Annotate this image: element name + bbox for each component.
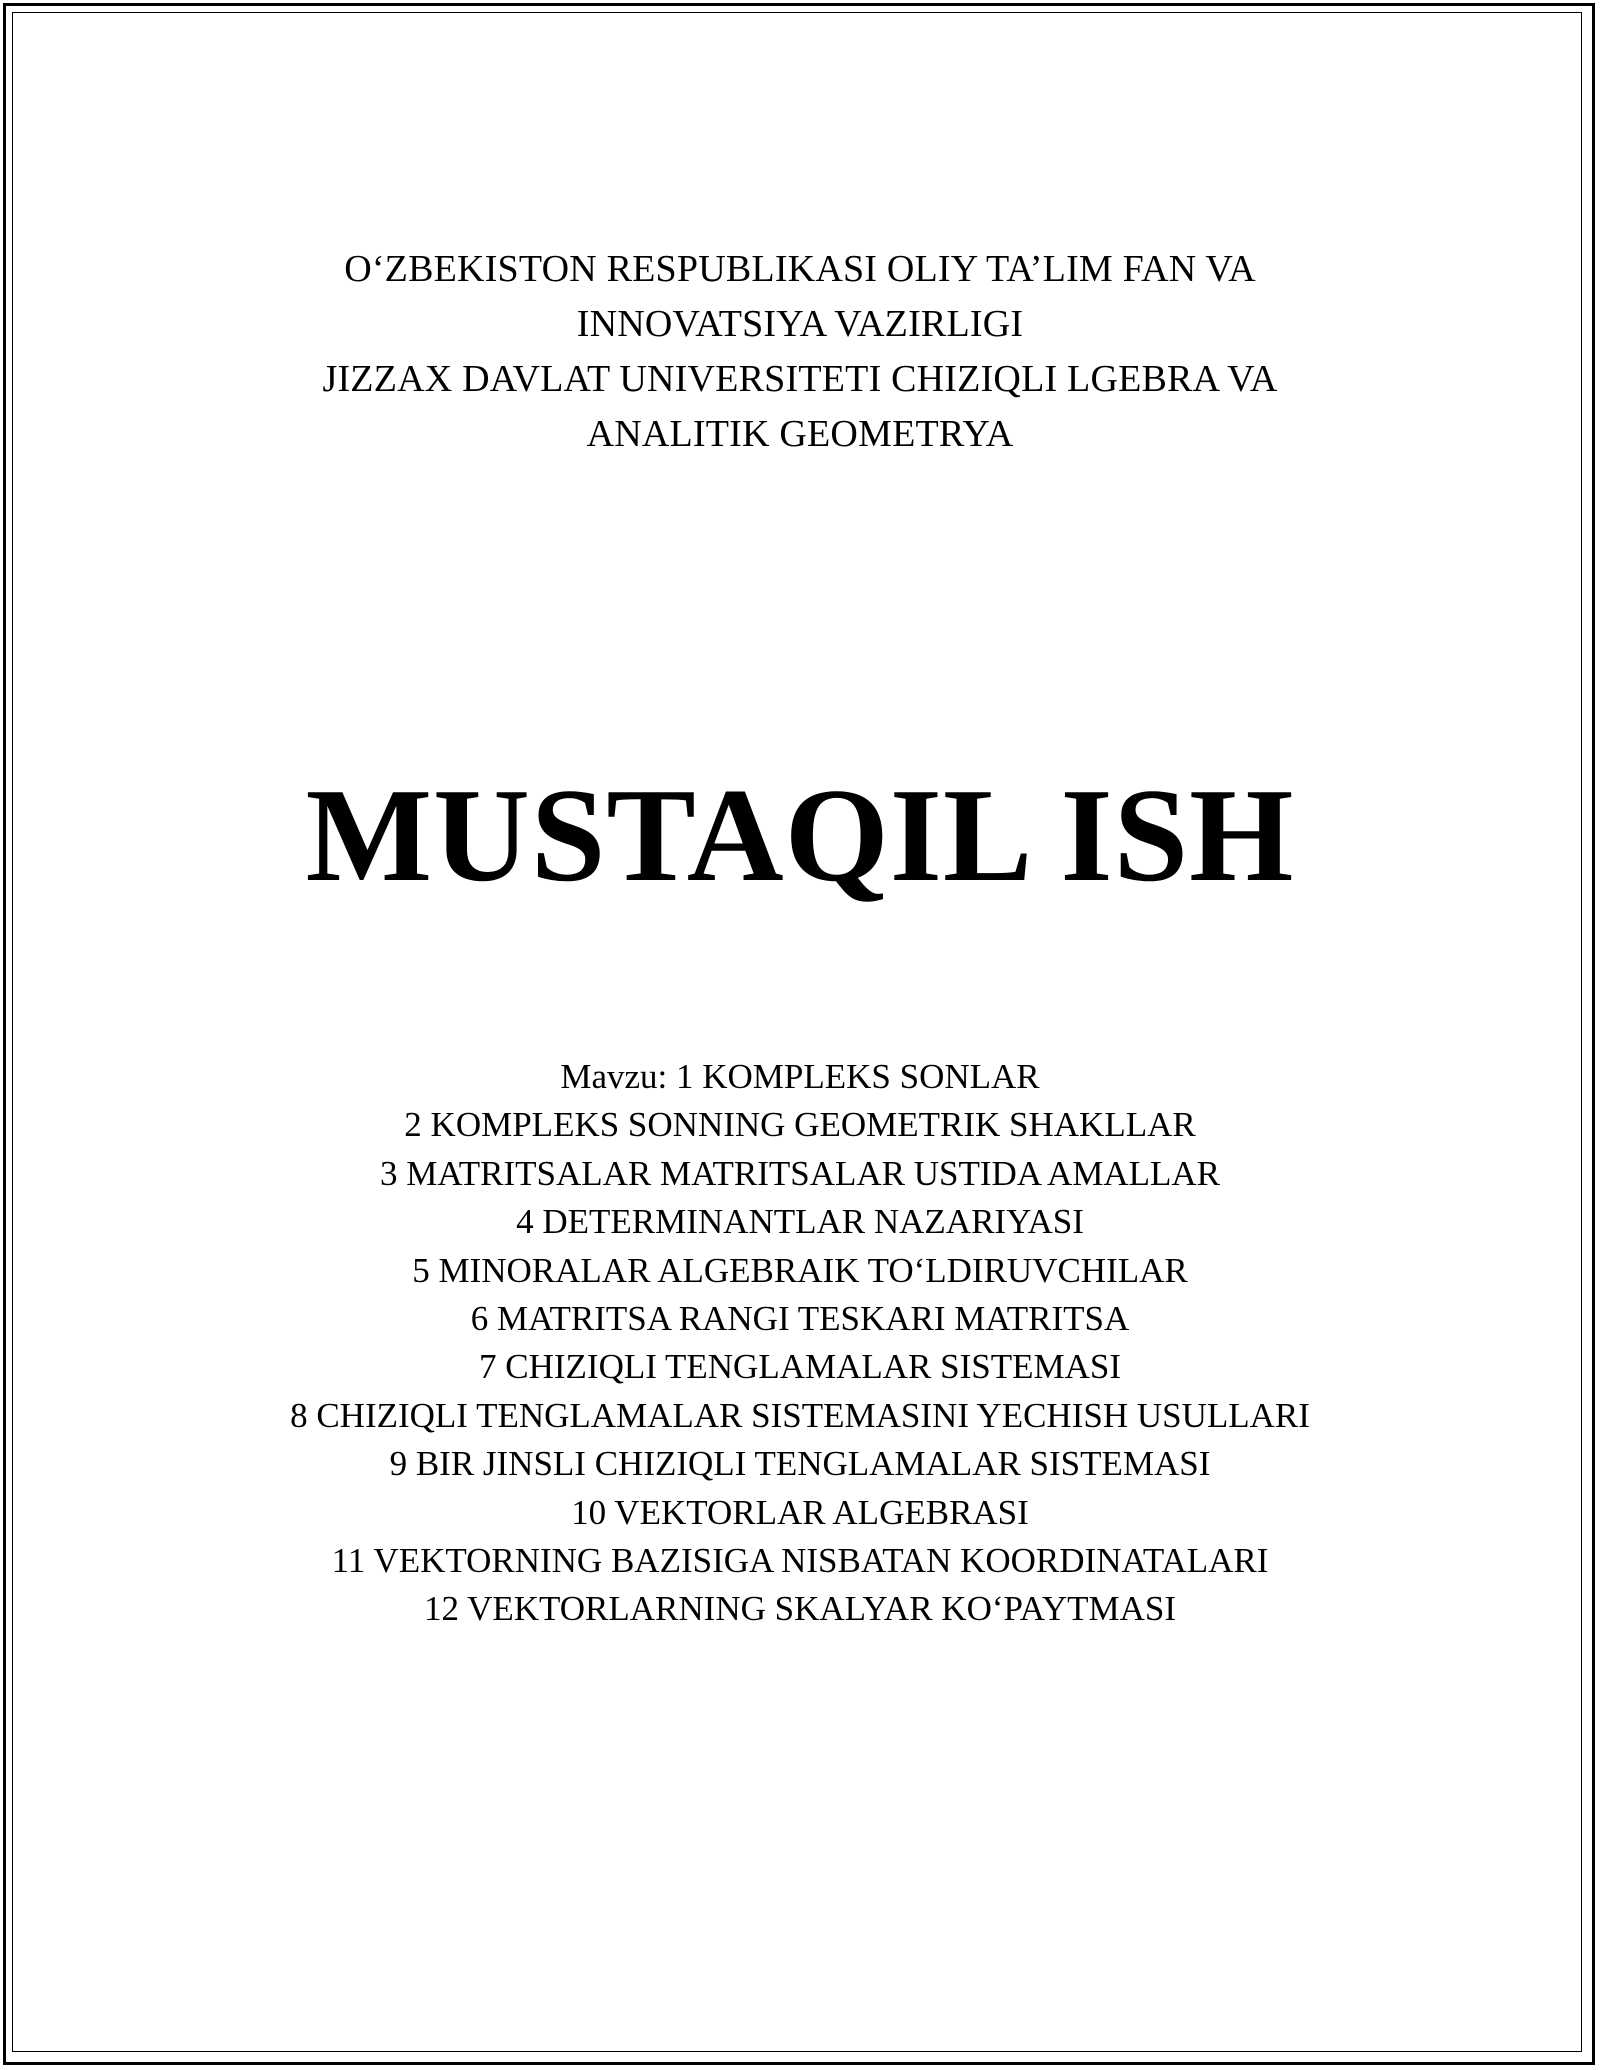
topic-line: 12 VEKTORLARNING SKALYAR KO‘PAYTMASI [423,1589,1176,1629]
topic-line: 9 BIR JINSLI CHIZIQLI TENGLAMALAR SISTEMASI [389,1444,1211,1484]
topic-line: 11 VEKTORNING BAZISIGA NISBATAN KOORDINATALARI [331,1541,1269,1581]
header-line: O‘ZBEKISTON RESPUBLIKASI OLIY TA’LIM FAN VA [344,248,1256,290]
topic-line: 5 MINORALAR ALGEBRAIK TO‘LDIRUVCHILAR [412,1250,1188,1290]
topic-line: 10 VEKTORLAR ALGEBRASI [571,1492,1029,1532]
header-line: INNOVATSIYA VAZIRLIGI [576,303,1024,345]
document-title: MUSTAQIL ISH [305,761,1295,909]
header-line: ANALITIK GEOMETRYA [586,413,1014,455]
institution-header [0,242,1600,462]
topic-line: 8 CHIZIQLI TENGLAMALAR SISTEMASINI YECHISH USULLARI [290,1395,1310,1435]
topic-line: 2 KOMPLEKS SONNING GEOMETRIK SHAKLLAR [404,1105,1196,1145]
topic-line: Mavzu: 1 KOMPLEKS SONLAR [560,1057,1040,1096]
topic-line: 3 MATRITSALAR MATRITSALAR USTIDA AMALLAR [379,1153,1221,1193]
topic-line: 7 CHIZIQLI TENGLAMALAR SISTEMASI [479,1347,1121,1387]
header-line: JIZZAX DAVLAT UNIVERSITETI CHIZIQLI LGEBRA VA [322,358,1278,400]
topic-line: 4 DETERMINANTLAR NAZARIYASI [516,1202,1084,1242]
topics-list [0,1053,1600,1634]
topic-line: 6 MATRITSA RANGI TESKARI MATRITSA [470,1299,1130,1339]
